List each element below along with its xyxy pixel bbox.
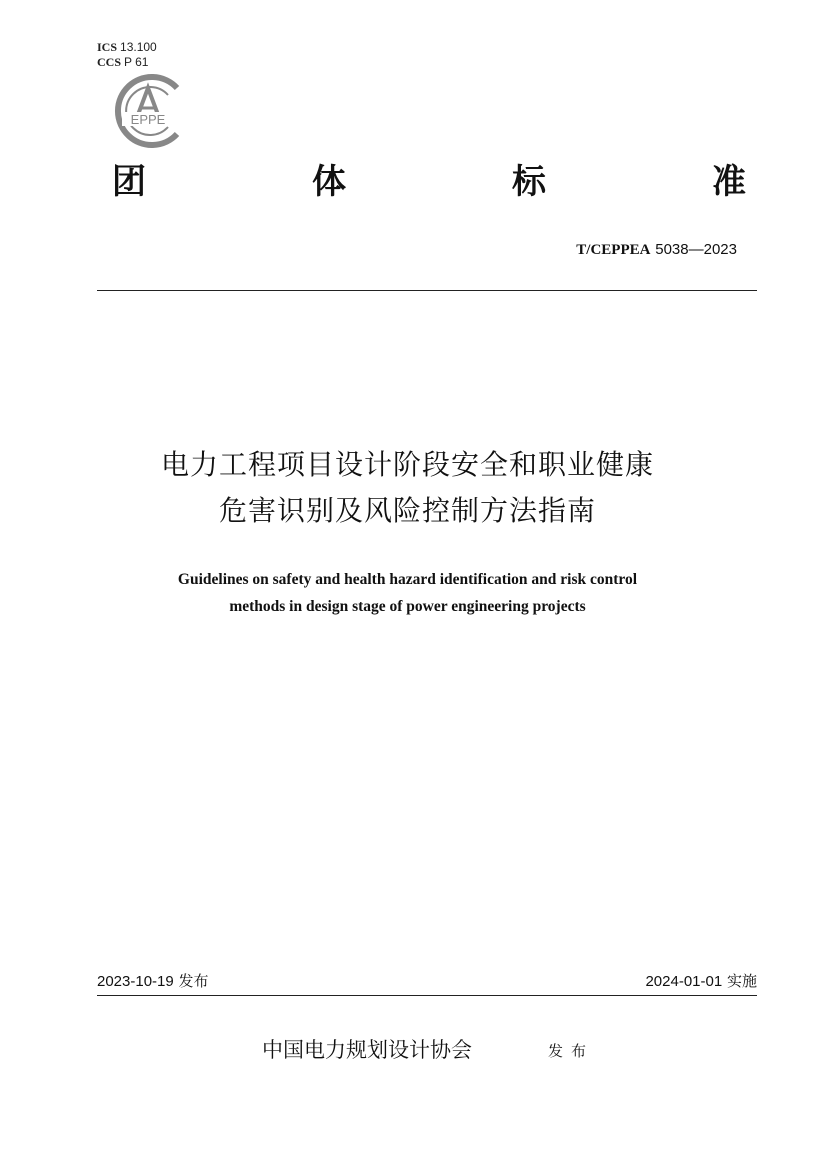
- standard-code-number: 5038—2023: [655, 241, 737, 258]
- title-en-line2: methods in design stage of power engineering projects: [229, 598, 586, 615]
- implement-date-label: 实施: [726, 972, 757, 990]
- title-chinese: [60, 442, 755, 534]
- publish-date: [97, 970, 209, 991]
- standard-code: [576, 240, 737, 259]
- bottom-divider: [97, 995, 757, 996]
- issuer-action: 发布: [548, 1042, 595, 1060]
- standard-type-char: 准: [712, 162, 746, 202]
- ccs-line: [97, 55, 157, 70]
- standard-type-heading: [112, 160, 746, 204]
- ics-label: ICS: [97, 40, 118, 54]
- standard-code-prefix: T/CEPPEA: [576, 242, 651, 258]
- standard-type-char: 团: [112, 162, 146, 202]
- ics-line: [97, 40, 157, 55]
- top-divider: [97, 290, 757, 291]
- ccs-value: P 61: [124, 55, 149, 69]
- classification-block: [97, 40, 157, 70]
- implement-date: [645, 970, 757, 991]
- standard-type-char: 标: [512, 162, 546, 202]
- ics-value: 13.100: [120, 40, 157, 54]
- implement-date-value: 2024-01-01: [645, 973, 723, 990]
- title-english: [60, 566, 755, 620]
- title-cn-line2: 危害识别及风险控制方法指南: [218, 494, 596, 527]
- logo-text: EPPE: [130, 112, 166, 127]
- title-cn-line1: 电力工程项目设计阶段安全和职业健康: [160, 448, 654, 481]
- title-en-line1: Guidelines on safety and health hazard identification and risk control: [177, 571, 638, 588]
- issuer-name: 中国电力规划设计协会: [262, 1038, 472, 1062]
- standard-type-char: 体: [312, 162, 346, 202]
- publish-date-value: 2023-10-19: [97, 973, 174, 990]
- ceppea-logo-icon: [106, 74, 190, 148]
- publish-date-label: 发布: [178, 972, 209, 990]
- ccs-label: CCS: [97, 55, 122, 69]
